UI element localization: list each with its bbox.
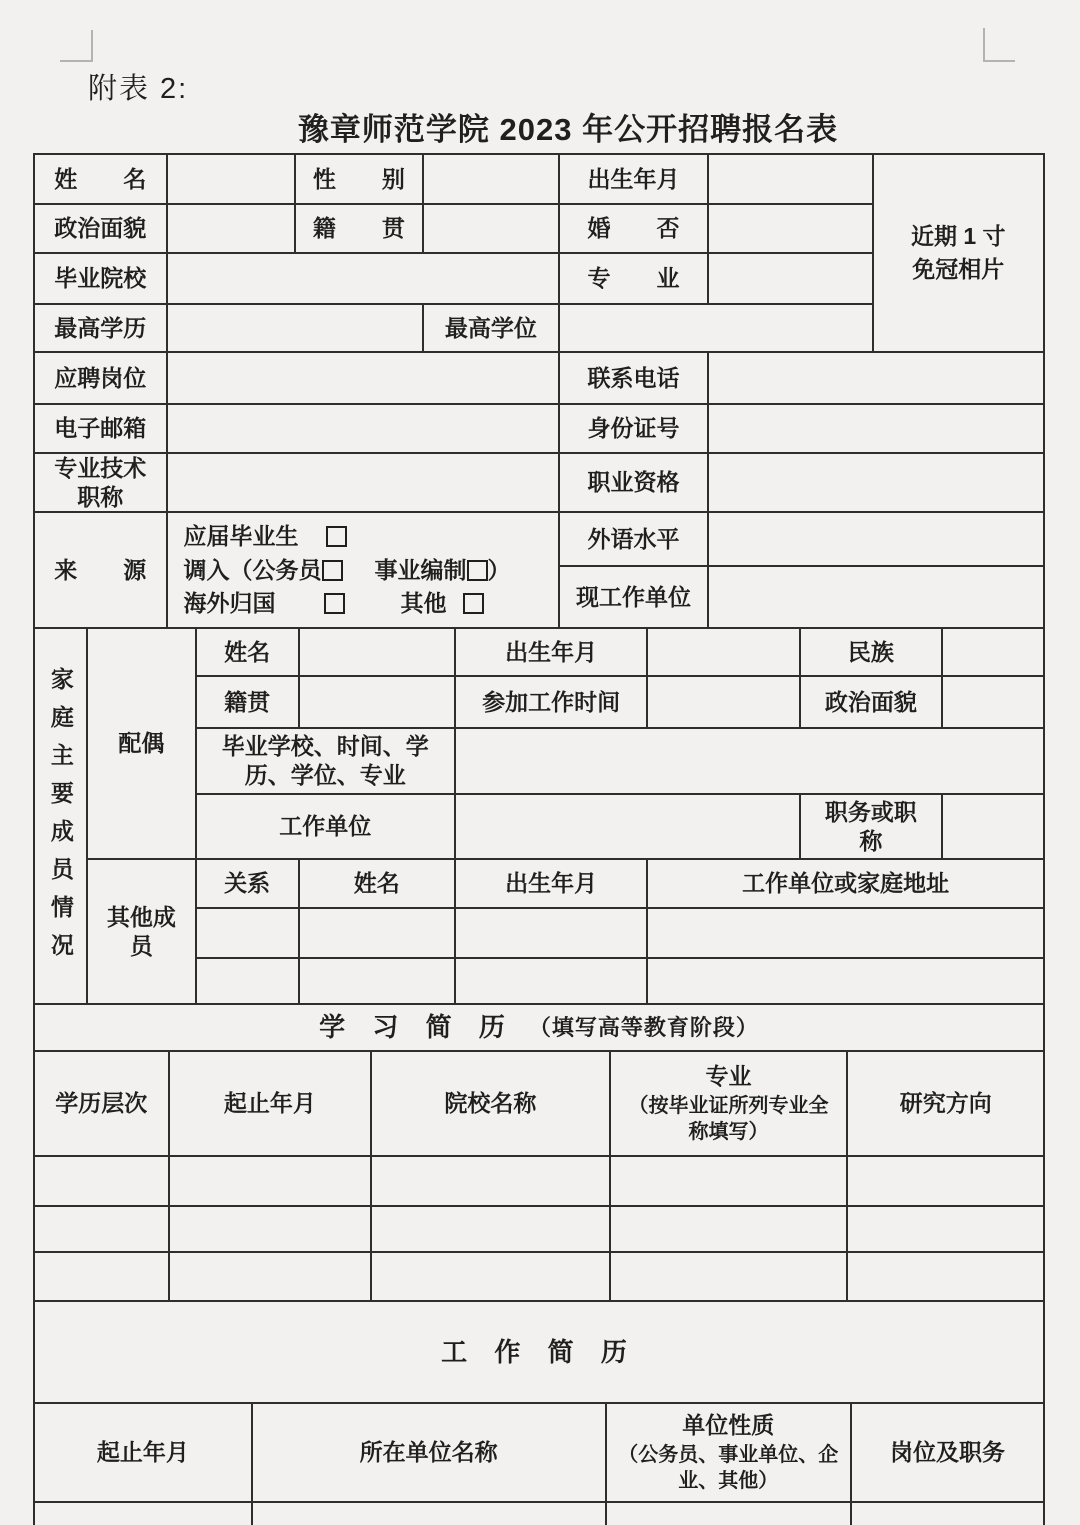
application-form-table — [33, 153, 1045, 1525]
edu-row3-period-input[interactable] — [170, 1253, 373, 1302]
source-option-transfer — [184, 556, 511, 585]
applied-position-input[interactable] — [168, 353, 561, 405]
other-label: 其他 — [400, 590, 447, 617]
member-row1-address-input[interactable] — [648, 909, 1043, 959]
source-options — [168, 513, 561, 629]
spouse-employer-label: 工作单位 — [197, 795, 456, 860]
family-members-section — [35, 629, 1043, 1005]
contact-phone-input[interactable] — [709, 353, 1043, 405]
edu-row2-major-input[interactable] — [611, 1207, 849, 1253]
work-banner — [35, 1302, 1043, 1404]
appendix-label: 附表 2: — [88, 73, 189, 105]
education-banner-row — [35, 1005, 1043, 1052]
qualification-label: 职业资格 — [560, 454, 709, 513]
spouse-education-label: 毕业学校、时间、学历、学位、专业 — [197, 729, 456, 795]
spouse-political-label: 政治面貌 — [801, 677, 943, 729]
spouse-group-label: 配偶 — [88, 629, 197, 860]
name-label: 姓 名 — [35, 155, 168, 205]
member-row1-name-input[interactable] — [300, 909, 456, 959]
edu-row1-level-input[interactable] — [35, 1157, 170, 1207]
photo-note-line2: 免冠相片 — [912, 256, 1005, 282]
spouse-position-label: 职务或职称 — [801, 795, 943, 860]
transfer-close-paren: ） — [487, 556, 511, 583]
education-banner-title: 学 习 简 历 — [319, 1012, 515, 1043]
edu-row3-level-input[interactable] — [35, 1253, 170, 1302]
highest-degree-label: 最高学位 — [424, 305, 561, 353]
member-row2-address-input[interactable] — [648, 959, 1043, 1005]
fresh-graduate-label: 应届毕业生 — [183, 522, 299, 549]
member-row1-birth-input[interactable] — [456, 909, 649, 959]
highest-education-input[interactable] — [168, 305, 424, 353]
member-name-header: 姓名 — [300, 860, 456, 909]
work-row1-employer-input[interactable] — [253, 1503, 607, 1525]
spouse-birth-input[interactable] — [648, 629, 801, 677]
work-type-header-title: 单位性质 — [682, 1412, 775, 1439]
current-employer-input[interactable] — [709, 567, 1043, 629]
applied-position-label: 应聘岗位 — [35, 353, 168, 405]
basic-info-section — [35, 155, 1043, 629]
political-status-label: 政治面貌 — [35, 205, 168, 254]
edu-row1-period-input[interactable] — [170, 1157, 373, 1207]
native-place-label: 籍 贯 — [296, 205, 424, 254]
major-input[interactable] — [709, 254, 874, 305]
source-option-overseas-other — [184, 589, 484, 618]
work-period-header: 起止年月 — [35, 1404, 253, 1503]
work-banner-title: 工 作 简 历 — [441, 1336, 637, 1367]
qualification-input[interactable] — [709, 454, 1043, 513]
edu-row3-major-input[interactable] — [611, 1253, 849, 1302]
edu-row2-school-input[interactable] — [372, 1207, 610, 1253]
edu-major-header — [611, 1052, 849, 1157]
work-banner-row — [35, 1302, 1043, 1404]
edu-period-header: 起止年月 — [170, 1052, 373, 1157]
gender-label: 性 别 — [296, 155, 424, 205]
married-label: 婚 否 — [560, 205, 709, 254]
tech-title-label: 专业技术职称 — [35, 454, 168, 513]
source-option-fresh-graduate — [184, 522, 347, 551]
edu-row2-research-input[interactable] — [848, 1207, 1043, 1253]
work-employer-header: 所在单位名称 — [253, 1404, 607, 1503]
birth-date-label: 出生年月 — [560, 155, 709, 205]
education-history-section — [35, 1052, 1043, 1302]
member-row2-relation-input[interactable] — [197, 959, 300, 1005]
work-position-header: 岗位及职务 — [852, 1404, 1043, 1503]
work-history-section — [35, 1404, 1043, 1525]
foreign-language-input[interactable] — [709, 513, 1043, 567]
member-address-header: 工作单位或家庭地址 — [648, 860, 1043, 909]
spouse-position-input[interactable] — [943, 795, 1043, 860]
edu-major-header-title: 专业 — [705, 1063, 752, 1090]
work-type-header — [607, 1404, 852, 1503]
work-type-header-note: （公务员、事业单位、企业、其他） — [618, 1443, 839, 1492]
political-status-input[interactable] — [168, 205, 297, 254]
spouse-ethnicity-input[interactable] — [943, 629, 1043, 677]
margin-corner-mark-top-right — [983, 28, 1015, 62]
spouse-name-input[interactable] — [300, 629, 456, 677]
current-employer-label: 现工作单位 — [560, 567, 709, 629]
relation-header: 关系 — [197, 860, 300, 909]
married-input[interactable] — [709, 205, 874, 254]
edu-major-header-note: （按毕业证所列专业全称填写） — [628, 1094, 829, 1143]
edu-level-header: 学历层次 — [35, 1052, 170, 1157]
education-banner — [35, 1005, 1043, 1052]
overseas-label: 海外归国 — [183, 590, 276, 617]
public-institution-checkbox[interactable] — [467, 560, 488, 581]
photo-note-line1: 近期 1 寸 — [910, 223, 1006, 250]
other-members-group-label: 其他成员 — [88, 860, 197, 1005]
fresh-graduate-checkbox[interactable] — [326, 526, 347, 547]
edu-research-header: 研究方向 — [848, 1052, 1043, 1157]
edu-row2-period-input[interactable] — [170, 1207, 373, 1253]
spouse-education-input[interactable] — [456, 729, 1043, 795]
contact-phone-label: 联系电话 — [560, 353, 709, 405]
member-birth-header: 出生年月 — [456, 860, 649, 909]
spouse-name-label: 姓名 — [197, 629, 300, 677]
photo-placeholder — [874, 155, 1043, 353]
spouse-native-label: 籍贯 — [197, 677, 300, 729]
spouse-ethnicity-label: 民族 — [801, 629, 943, 677]
edu-row2-level-input[interactable] — [35, 1207, 170, 1253]
foreign-language-label: 外语水平 — [560, 513, 709, 567]
spouse-birth-label: 出生年月 — [456, 629, 649, 677]
tech-title-input[interactable] — [168, 454, 561, 513]
member-row2-name-input[interactable] — [300, 959, 456, 1005]
native-place-input[interactable] — [424, 205, 561, 254]
graduation-school-input[interactable] — [168, 254, 561, 305]
email-input[interactable] — [168, 405, 561, 454]
margin-corner-mark-top-left — [60, 30, 93, 62]
edu-row1-research-input[interactable] — [848, 1157, 1043, 1207]
id-number-label: 身份证号 — [560, 405, 709, 454]
edu-row3-school-input[interactable] — [372, 1253, 610, 1302]
edu-row3-research-input[interactable] — [848, 1253, 1043, 1302]
graduation-school-label: 毕业院校 — [35, 254, 168, 305]
member-row1-relation-input[interactable] — [197, 909, 300, 959]
highest-degree-input[interactable] — [560, 305, 873, 353]
birth-date-input[interactable] — [709, 155, 874, 205]
spouse-native-input[interactable] — [300, 677, 456, 729]
edu-row1-major-input[interactable] — [611, 1157, 849, 1207]
family-section-label: 家庭主要成员情况 — [35, 629, 88, 1005]
major-label: 专 业 — [560, 254, 709, 305]
transfer-civil-servant-label: 调入（公务员 — [183, 556, 322, 583]
source-label: 来 源 — [35, 513, 168, 629]
work-row1-position-input[interactable] — [852, 1503, 1043, 1525]
name-input[interactable] — [168, 155, 297, 205]
highest-education-label: 最高学历 — [35, 305, 168, 353]
edu-school-header: 院校名称 — [372, 1052, 610, 1157]
spouse-political-input[interactable] — [943, 677, 1043, 729]
overseas-checkbox[interactable] — [324, 593, 345, 614]
spouse-employer-input[interactable] — [456, 795, 801, 860]
public-institution-label: 事业编制 — [374, 556, 467, 583]
id-number-input[interactable] — [709, 405, 1043, 454]
work-row1-type-input[interactable] — [607, 1503, 852, 1525]
gender-input[interactable] — [424, 155, 561, 205]
email-label: 电子邮箱 — [35, 405, 168, 454]
member-row2-birth-input[interactable] — [456, 959, 649, 1005]
spouse-work-start-label: 参加工作时间 — [456, 677, 649, 729]
other-checkbox[interactable] — [463, 593, 484, 614]
education-banner-note: （填写高等教育阶段） — [528, 1014, 759, 1040]
civil-servant-checkbox[interactable] — [322, 560, 343, 581]
spouse-work-start-input[interactable] — [648, 677, 801, 729]
edu-row1-school-input[interactable] — [372, 1157, 610, 1207]
form-title: 豫章师范学院 2023 年公开招聘报名表 — [297, 112, 839, 147]
work-row1-period-input[interactable] — [35, 1503, 253, 1525]
